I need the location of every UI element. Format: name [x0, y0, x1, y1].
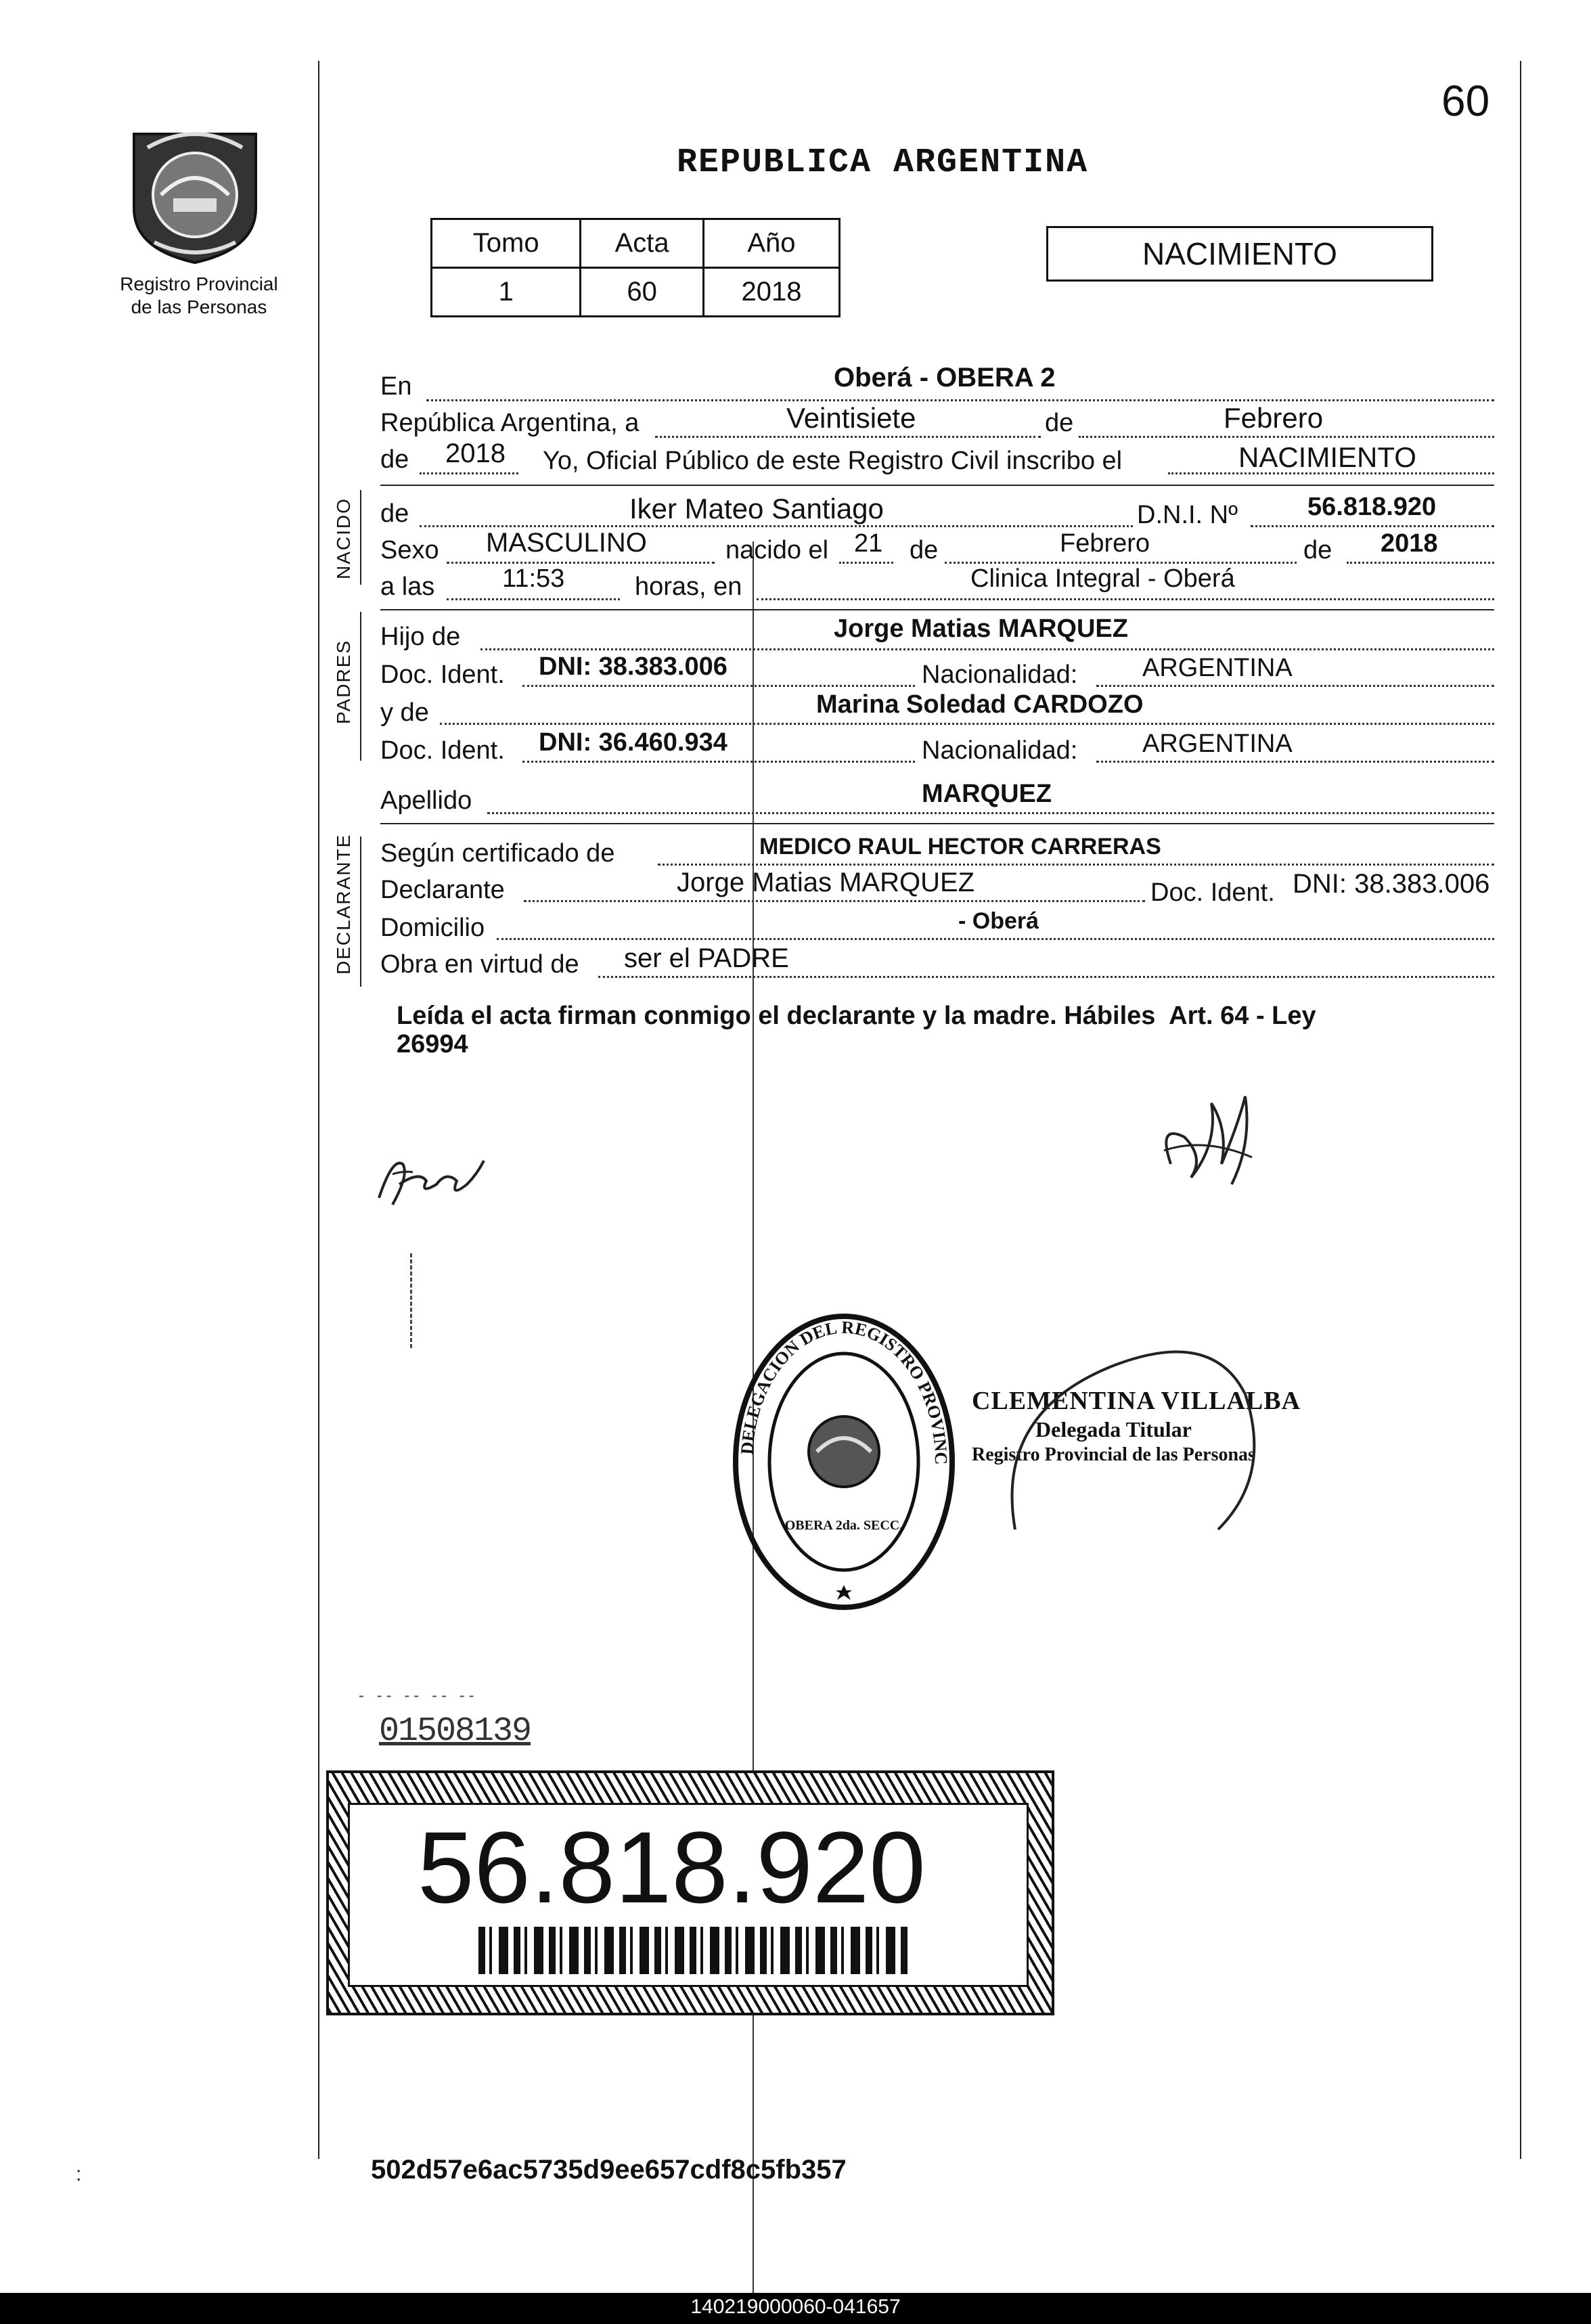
year-line — [420, 472, 518, 474]
country-title: REPUBLICA ARGENTINA — [677, 143, 1089, 182]
nacido-de-label-2: de — [910, 536, 939, 564]
birth-year: 2018 — [1381, 529, 1438, 558]
serial-number: 01508139 — [379, 1712, 531, 1751]
nacido-de-label-3: de — [1303, 536, 1332, 564]
father-doc-label: Doc. Ident. — [380, 661, 505, 689]
act-type-value: NACIMIENTO — [1238, 441, 1416, 473]
act-type-label: NACIMIENTO — [1142, 236, 1337, 271]
child-name: Iker Mateo Santiago — [629, 493, 884, 524]
official-office: Registro Provincial de las Personas — [972, 1444, 1255, 1465]
declarante-label: Declarante — [380, 876, 505, 904]
declarant-signature — [372, 1144, 487, 1222]
mother-line — [440, 723, 1494, 725]
nacido-de-label: de — [380, 499, 409, 528]
republica-label: República Argentina, a — [380, 409, 640, 437]
acta-header: Acta — [581, 219, 704, 268]
birth-month-line — [945, 562, 1297, 564]
certificado-label: Según certificado de — [380, 839, 615, 868]
footer-bar — [0, 2293, 1591, 2324]
nacido-side-label: NACIDO — [333, 497, 354, 579]
nacido-bracket — [360, 490, 361, 585]
act-type-box — [1046, 226, 1433, 282]
sexo-value: MASCULINO — [486, 528, 647, 558]
year-value: 2018 — [445, 439, 506, 468]
obra-line — [598, 976, 1494, 978]
dash-marks — [410, 1253, 413, 1348]
birth-time: 11:53 — [502, 564, 565, 593]
mother-doc-label: Doc. Ident. — [380, 736, 505, 765]
father-nationality: ARGENTINA — [1142, 654, 1293, 682]
tomo-value: 1 — [432, 268, 581, 317]
dni-line — [1251, 525, 1494, 527]
page-number: 60 — [1441, 76, 1490, 125]
barcode — [478, 1927, 912, 1974]
right-margin-line — [1520, 61, 1521, 2159]
acta-value: 60 — [581, 268, 704, 317]
section-divider-3 — [380, 823, 1494, 824]
day-words: Veintisiete — [786, 402, 916, 434]
dni-label: D.N.I. Nº — [1137, 501, 1238, 529]
de-label-1: de — [1045, 409, 1074, 437]
y-de-label: y de — [380, 698, 429, 727]
barcode-inner — [348, 1803, 1029, 1987]
margin-marker: : — [76, 2163, 82, 2185]
sexo-label: Sexo — [380, 536, 439, 564]
horas-label: horas, en — [635, 573, 742, 601]
father-line — [480, 648, 1494, 650]
footer-code: 140219000060-041657 — [690, 2296, 901, 2318]
document-hash: 502d57e6ac5735d9ee657cdf8c5fb357 — [371, 2155, 847, 2185]
signature-loop — [988, 1313, 1272, 1540]
closing-text-line1: Leída el acta firman conmigo el declarante y la madre. Hábiles Art. 64 - Ley — [397, 1002, 1316, 1030]
section-divider-1 — [380, 485, 1494, 486]
father-doc: DNI: 38.383.006 — [539, 652, 727, 681]
hijo-de-label: Hijo de — [380, 623, 461, 651]
mother-nationality: ARGENTINA — [1142, 730, 1293, 758]
registry-label-line2: de las Personas — [131, 296, 267, 317]
father-nat-line — [1096, 685, 1494, 687]
sexo-line — [447, 562, 715, 564]
record-table — [430, 218, 841, 317]
declarante-side-label: DECLARANTE — [333, 833, 354, 975]
registry-label-line1: Registro Provincial — [120, 273, 278, 294]
de-label-2: de — [380, 445, 409, 474]
certificado-value: MEDICO RAUL HECTOR CARRERAS — [759, 834, 1161, 859]
en-label: En — [380, 372, 412, 401]
month-value: Febrero — [1224, 402, 1324, 434]
birth-month: Febrero — [1060, 529, 1150, 558]
father-doc-line — [522, 685, 915, 687]
birth-place-line — [757, 598, 1494, 600]
official-name: CLEMENTINA VILLALBA — [972, 1387, 1301, 1415]
mother-nat-line — [1096, 761, 1494, 763]
padres-bracket — [360, 612, 361, 761]
padres-side-label: PADRES — [333, 639, 354, 724]
obra-value: ser el PADRE — [624, 943, 789, 973]
official-stamp — [725, 1306, 962, 1617]
birth-year-line — [1347, 562, 1494, 564]
official-signature — [1144, 1083, 1265, 1208]
declarante-doc: DNI: 38.383.006 — [1293, 869, 1490, 899]
section-divider-2 — [380, 609, 1494, 610]
domicilio-label: Domicilio — [380, 914, 485, 942]
domicilio-value: - Oberá — [958, 908, 1039, 934]
apellido-value: MARQUEZ — [922, 780, 1052, 808]
mother-name: Marina Soledad CARDOZO — [816, 690, 1144, 719]
child-dni: 56.818.920 — [1307, 493, 1437, 521]
oficial-text: Yo, Oficial Público de este Registro Civil inscribo el — [543, 447, 1123, 475]
ano-value: 2018 — [703, 268, 839, 317]
mother-nat-label: Nacionalidad: — [922, 736, 1078, 765]
barcode-number: 56.818.920 — [418, 1810, 926, 1924]
declarante-bracket — [360, 836, 361, 987]
time-line — [447, 598, 620, 600]
left-margin-line — [318, 61, 319, 2159]
domicilio-line — [497, 938, 1494, 940]
day-line — [655, 436, 1041, 438]
place-line — [426, 399, 1494, 401]
birth-place: Clinica Integral - Oberá — [970, 564, 1235, 593]
apellido-line — [487, 812, 1494, 814]
obra-label: Obra en virtud de — [380, 950, 579, 979]
declarante-value: Jorge Matias MARQUEZ — [677, 868, 975, 897]
birth-day: 21 — [854, 529, 883, 558]
stamp-inner-text: OBERA 2da. SECC. — [784, 1518, 903, 1533]
declarante-line — [524, 900, 1145, 902]
place-value: Oberá - OBERA 2 — [834, 363, 1056, 393]
closing-text-line2: 26994 — [397, 1030, 468, 1058]
ano-header: Año — [703, 219, 839, 268]
apellido-label: Apellido — [380, 786, 472, 815]
barcode-label — [326, 1770, 1054, 2015]
father-name: Jorge Matias MARQUEZ — [834, 614, 1128, 643]
declarante-doc-label: Doc. Ident. — [1150, 878, 1275, 907]
official-role: Delegada Titular — [1035, 1417, 1192, 1442]
month-line — [1079, 436, 1494, 438]
province-seal — [120, 120, 269, 268]
name-line — [420, 525, 1133, 527]
stamp-ring-text: DELEGACION DEL REGISTRO PROVINC — [737, 1317, 951, 1465]
birth-day-line — [839, 562, 893, 564]
nacido-el-label: nacido el — [725, 536, 829, 564]
mother-doc: DNI: 36.460.934 — [539, 728, 727, 757]
a-las-label: a las — [380, 573, 435, 601]
father-nat-label: Nacionalidad: — [922, 661, 1078, 689]
mother-doc-line — [522, 761, 915, 763]
serial-marks: - -- -- -- -- — [359, 1686, 478, 1705]
tomo-header: Tomo — [432, 219, 581, 268]
certificado-line — [658, 864, 1494, 866]
